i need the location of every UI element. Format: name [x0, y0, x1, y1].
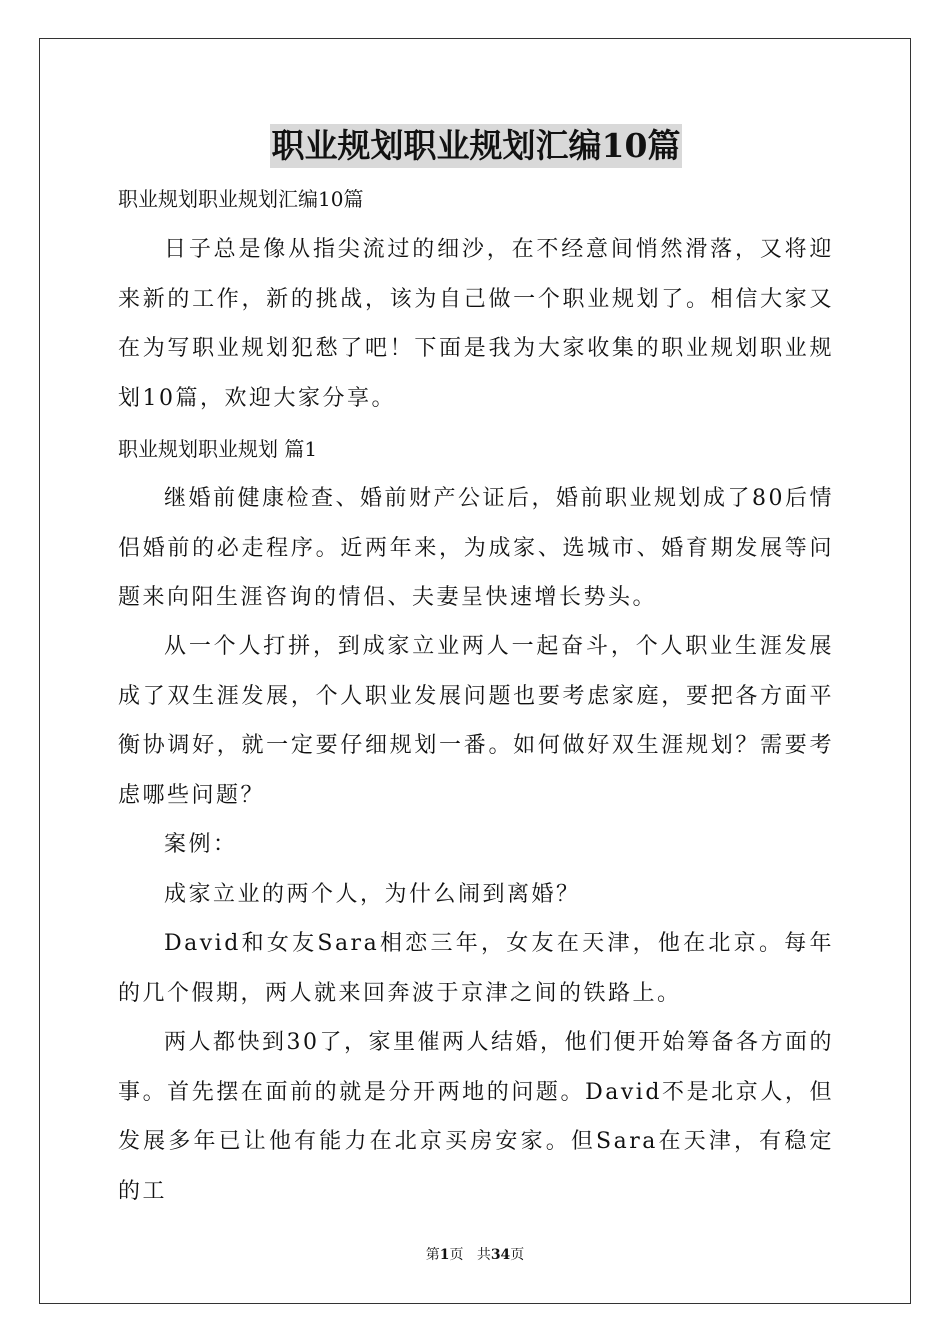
footer-total-pages: 34: [490, 1247, 511, 1263]
footer-total-suffix: 页: [510, 1247, 525, 1263]
intro-paragraph: 日子总是像从指尖流过的细沙，在不经意间悄然滑落，又将迎来新的工作，新的挑战，该为自己做一个职业规划了。相信大家又在为写职业规划犯愁了吧！下面是我为大家收集的职业规划职业规划10篇，欢迎大家分享。: [118, 237, 834, 411]
title-wrap: [118, 124, 834, 168]
paragraph-2: 从一个人打拼，到成家立业两人一起奋斗，个人职业生涯发展成了双生涯发展，个人职业发展问题也要考虑家庭，要把各方面平衡协调好，就一定要仔细规划一番。如何做好双生涯规划？需要考虑哪些问题？: [118, 634, 834, 808]
footer-page-prefix: 第: [425, 1247, 440, 1263]
document-subtitle: 职业规划职业规划汇编10篇: [118, 187, 364, 211]
paragraph-1: 继婚前健康检查、婚前财产公证后，婚前职业规划成了80后情侣婚前的必走程序。近两年来，为成家、选城市、婚育期发展等问题来向阳生涯咨询的情侣、夫妻呈快速增长势头。: [118, 486, 834, 610]
footer-total-prefix: 共: [476, 1247, 491, 1263]
paragraph-3: 案例：: [164, 832, 238, 857]
paragraph-5: David和女友Sara相恋三年，女友在天津，他在北京。每年的几个假期，两人就来回奔波于京津之间的铁路上。: [118, 931, 834, 1006]
paragraph-4: 成家立业的两个人，为什么闹到离婚？: [164, 882, 581, 907]
section-heading: 职业规划职业规划 篇1: [118, 437, 318, 461]
footer-page-number: 1: [439, 1247, 450, 1263]
footer-page-suffix: 页: [449, 1247, 464, 1263]
paragraph-6: 两人都快到30了，家里催两人结婚，他们便开始筹备各方面的事。首先摆在面前的就是分开两地的问题。David不是北京人，但发展多年已让他有能力在北京买房安家。但Sara在天津，有稳定的工: [118, 1030, 834, 1204]
page-footer: [0, 1245, 950, 1265]
document-title: 职业规划职业规划汇编10篇: [270, 124, 683, 168]
